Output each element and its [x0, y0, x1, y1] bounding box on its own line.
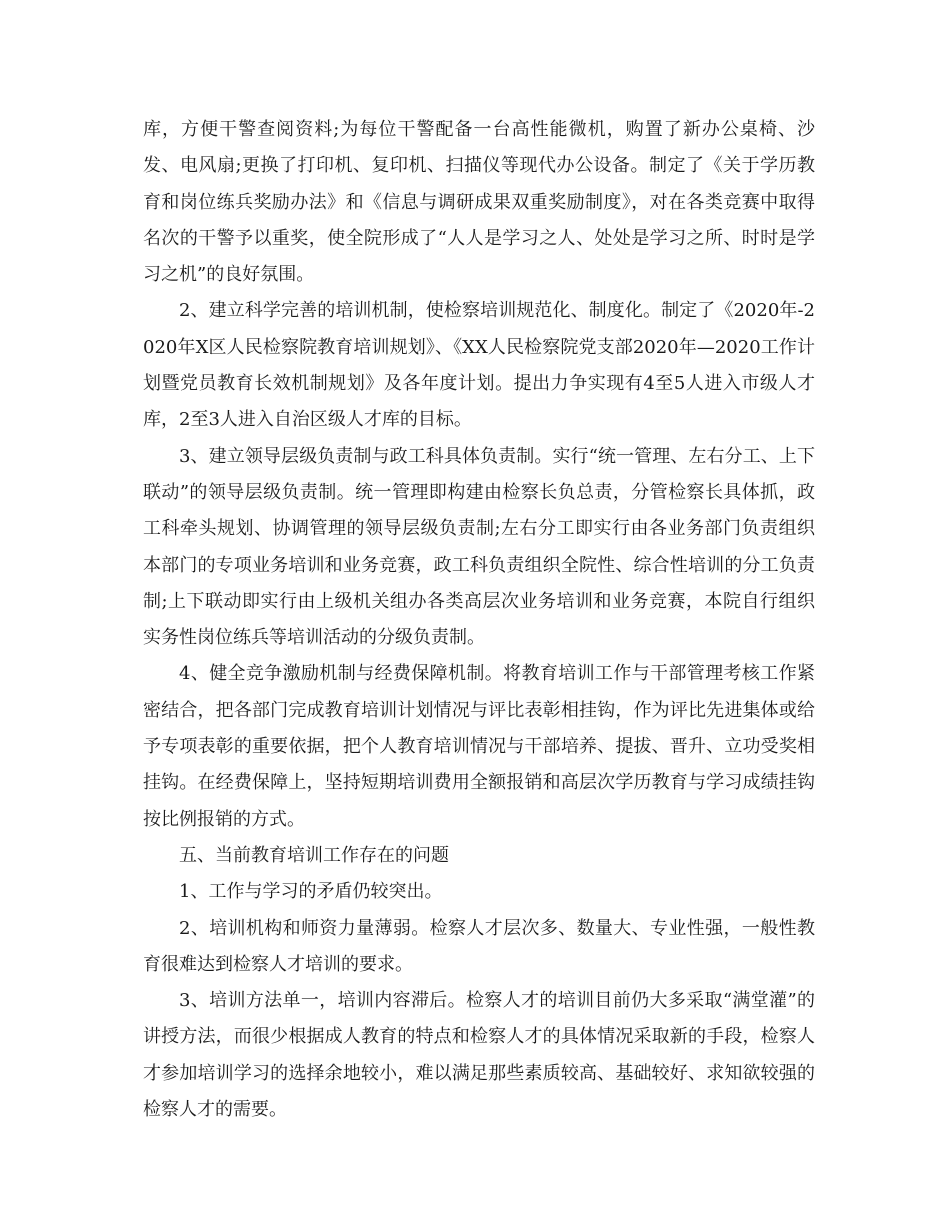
- paragraph-incentive-funding: 4、健全竞争激励机制与经费保障机制。将教育培训工作与干部管理考核工作紧密结合，把各部门完成教育培训计划情况与评比表彰相挂钩，作为评比先进集体或给予专项表彰的重要依据，把个人教育培训情况与干部培养、提拔、晋升、立功受奖相挂钩。在经费保障上，坚持短期培训费用全额报销和高层次学历教育与学习成绩挂钩按比例报销的方式。: [143, 663, 815, 830]
- paragraph-continuation: 库，方便干警查阅资料;为每位干警配备一台高性能微机，购置了新办公桌椅、沙发、电风扇;更换了打印机、复印机、扫描仪等现代办公设备。制定了《关于学历教育和岗位练兵奖励办法》和《信息与调研成果双重奖励制度》，对在各类竞赛中取得名次的干警予以重奖，使全院形成了“人人是学习之人、处处是学习之所、时时是学习之机”的良好氛围。: [143, 119, 815, 286]
- paragraph-problem-2: 2、培训机构和师资力量薄弱。检察人才层次多、数量大、专业性强，一般性教育很难达到检察人才培训的要求。: [143, 917, 815, 975]
- paragraph-problem-1: 1、工作与学习的矛盾仍较突出。: [179, 881, 443, 903]
- document-body: [143, 112, 815, 1128]
- paragraph-leadership-responsibility: 3、建立领导层级负责制与政工科具体负责制。实行“统一管理、左右分工、上下联动”的领导层级负责制。统一管理即构建由检察长负总责，分管检察长具体抓，政工科牵头规划、协调管理的领导层级负责制;左右分工即实行由各业务部门负责组织本部门的专项业务培训和业务竞赛，政工科负责组织全院性、综合性培训的分工负责制;上下联动即实行由上级机关组办各类高层次业务培训和业务竞赛，本院自行组织实务性岗位练兵等培训活动的分级负责制。: [143, 445, 815, 649]
- section-heading-problems: 五、当前教育培训工作存在的问题: [179, 844, 449, 866]
- paragraph-training-mechanism: 2、建立科学完善的培训机制，使检察培训规范化、制度化。制定了《2020年-2020年X区人民检察院教育培训规划》、《XX人民检察院党支部2020年—2020工作计划暨党员教育长效机制规划》及各年度计划。提出力争实现有4至5人进入市级人才库，2至3人进入自治区级人才库的目标。: [143, 300, 815, 431]
- paragraph-problem-3: 3、培训方法单一，培训内容滞后。检察人才的培训目前仍大多采取“满堂灌”的讲授方法，而很少根据成人教育的特点和检察人才的具体情况采取新的手段，检察人才参加培训学习的选择余地较小，难以满足那些素质较高、基础较好、求知欲较强的检察人才的需要。: [143, 990, 815, 1121]
